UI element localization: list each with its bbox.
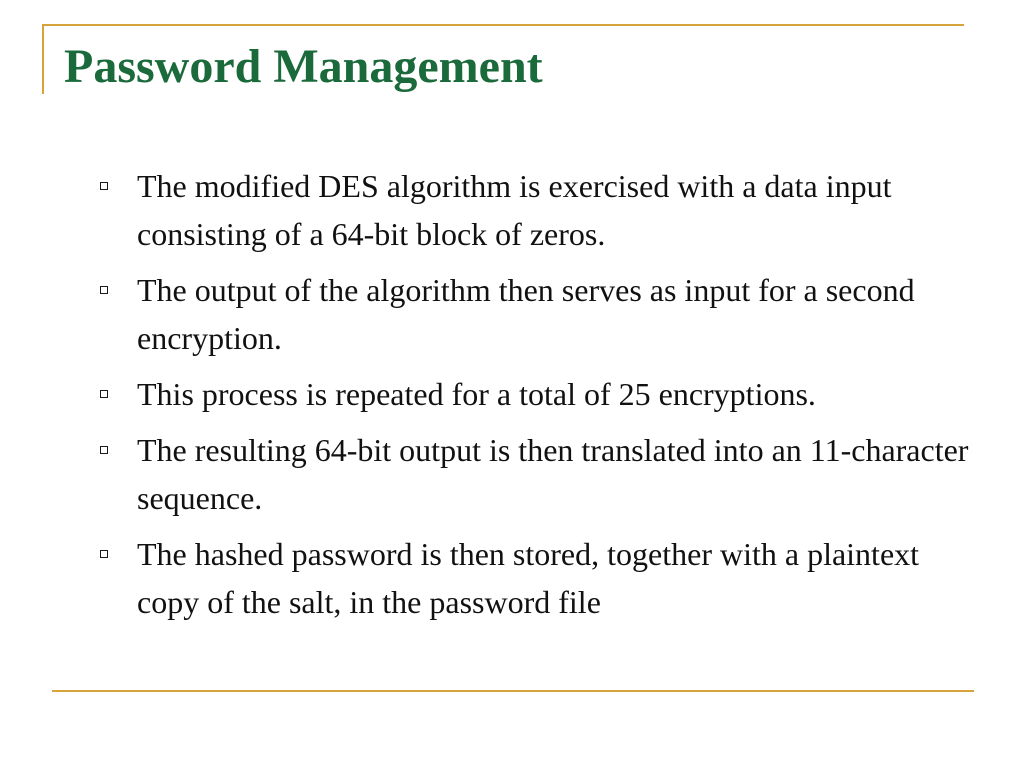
hollow-square-bullet-icon: [100, 182, 108, 190]
bullet-text: The hashed password is then stored, together with a plaintext copy of the salt, in the password file: [137, 536, 920, 620]
top-rule: [42, 24, 964, 26]
hollow-square-bullet-icon: [100, 446, 108, 454]
bullet-text: The resulting 64-bit output is then translated into an 11-character sequence.: [137, 432, 969, 516]
bullet-item: [92, 266, 972, 362]
bullet-list: [92, 162, 972, 634]
bullet-text: The modified DES algorithm is exercised with a data input consisting of a 64-bit block of zeros.: [137, 168, 892, 252]
slide-title: Password Management: [64, 40, 543, 93]
bullet-item: [92, 426, 972, 522]
bullet-item: [92, 530, 972, 626]
hollow-square-bullet-icon: [100, 390, 108, 398]
bullet-item: [92, 162, 972, 258]
hollow-square-bullet-icon: [100, 286, 108, 294]
bullet-text: The output of the algorithm then serves as input for a second encryption.: [137, 272, 915, 356]
bottom-rule: [52, 690, 974, 692]
bullet-item: [92, 370, 972, 418]
hollow-square-bullet-icon: [100, 550, 108, 558]
left-rule: [42, 24, 44, 94]
bullet-text: This process is repeated for a total of 25 encryptions.: [137, 376, 816, 412]
